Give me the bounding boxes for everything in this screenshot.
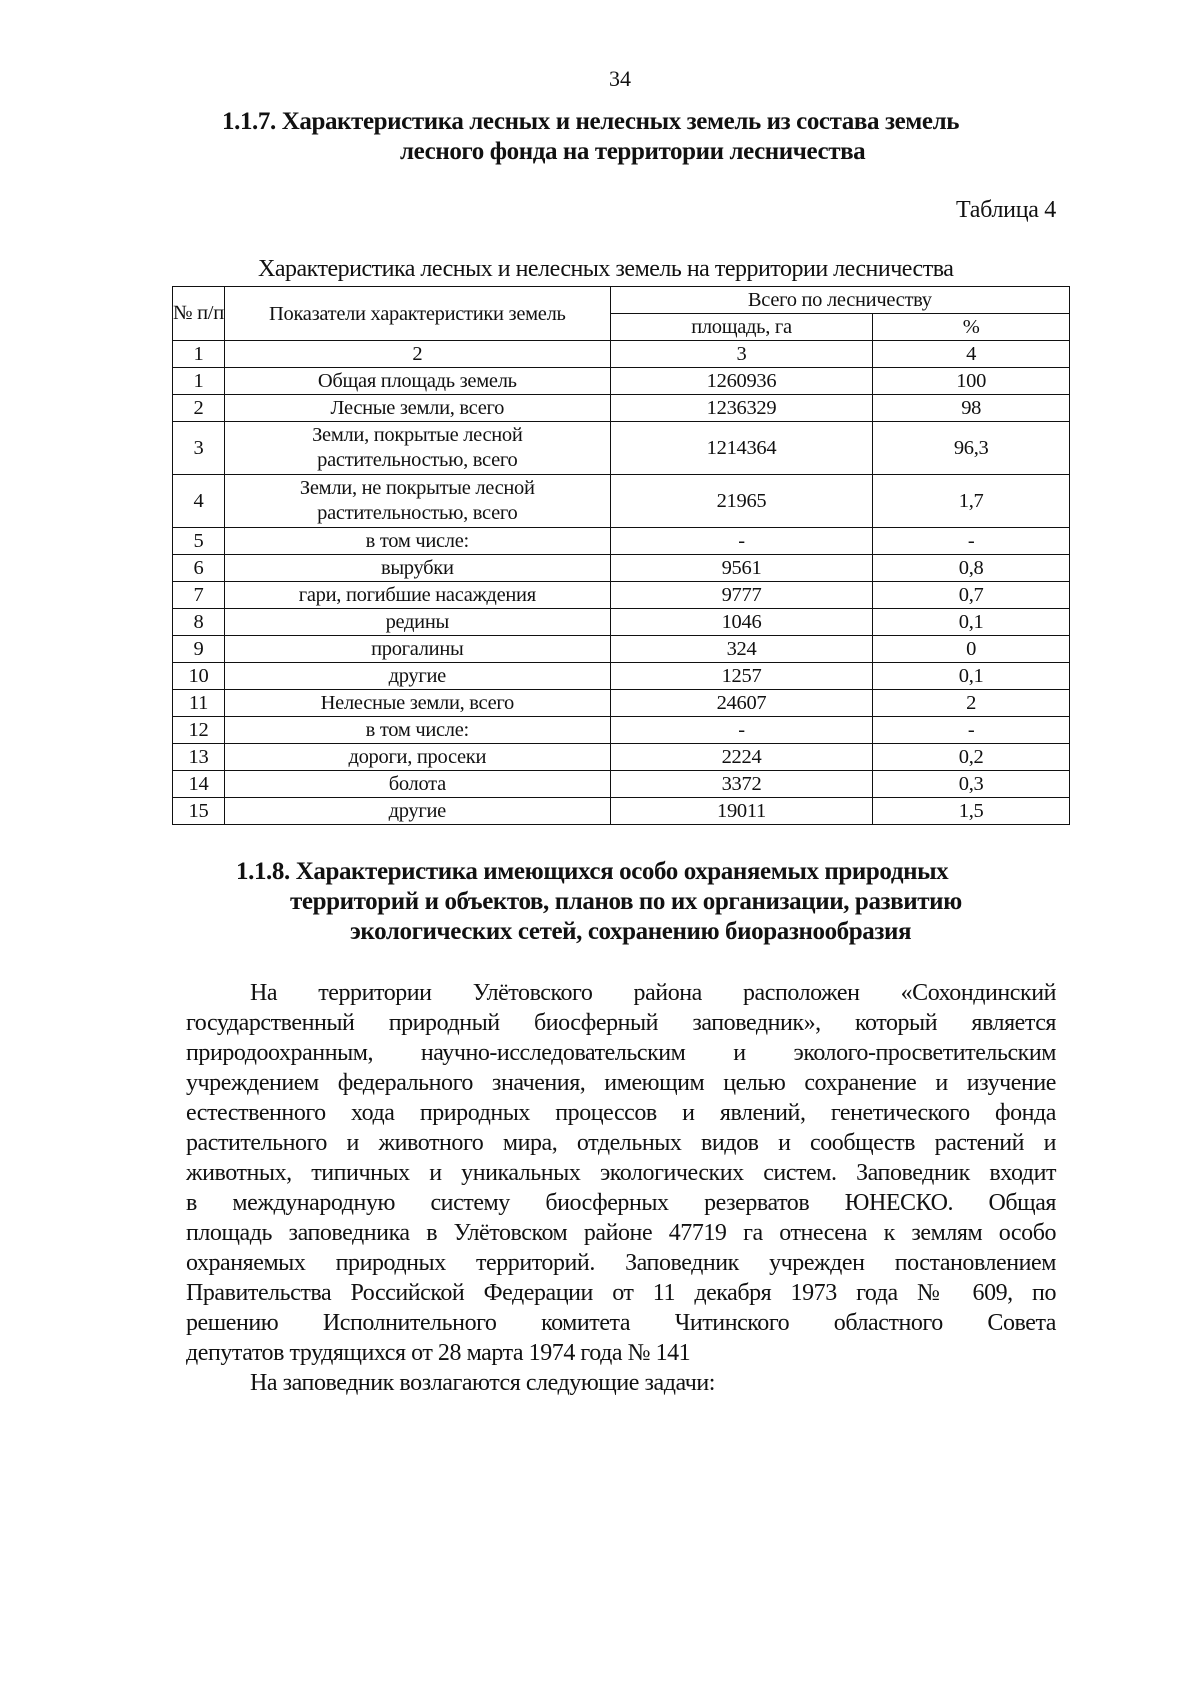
row-percent: 1,7 <box>873 475 1070 528</box>
paragraph-line: в международную систему биосферных резерватов ЮНЕСКО. Общая <box>186 1190 1056 1216</box>
row-number: 1 <box>173 368 225 395</box>
paragraph-line: учреждением федерального значения, имеющим целью сохранение и изучение <box>186 1070 1056 1096</box>
row-percent: 0,8 <box>873 555 1070 582</box>
row-percent: 0,7 <box>873 582 1070 609</box>
column-numbers-row <box>173 341 1070 368</box>
paragraph-line: На заповедник возлагаются следующие задачи: <box>250 1370 715 1396</box>
row-area: 19011 <box>610 798 873 825</box>
paragraph-line: животных, типичных и уникальных экологических систем. Заповедник входит <box>186 1160 1056 1186</box>
row-area: 9777 <box>610 582 873 609</box>
table-row <box>173 744 1070 771</box>
table-row <box>173 528 1070 555</box>
row-number: 15 <box>173 798 225 825</box>
paragraph-line: растительного и животного мира, отдельных видов и сообществ растений и <box>186 1130 1056 1156</box>
paragraph-line: охраняемых природных территорий. Заповедник учрежден постановлением <box>186 1250 1056 1276</box>
row-number: 9 <box>173 636 225 663</box>
row-area: 324 <box>610 636 873 663</box>
table-row <box>173 555 1070 582</box>
row-number: 7 <box>173 582 225 609</box>
row-number: 5 <box>173 528 225 555</box>
table-row <box>173 798 1070 825</box>
section-title-line: 1.1.7. Характеристика лесных и нелесных земель из состава земель <box>222 108 960 135</box>
row-percent: 0 <box>873 636 1070 663</box>
col-number: 2 <box>224 341 610 368</box>
paragraph-line: депутатов трудящихся от 28 марта 1974 года № 141 <box>186 1340 691 1366</box>
row-indicator: другие <box>224 663 610 690</box>
header-percent: % <box>873 314 1070 341</box>
paragraph-line: природоохранным, научно-исследовательским и эколого-просветительским <box>186 1040 1056 1066</box>
row-percent: 100 <box>873 368 1070 395</box>
row-indicator: Лесные земли, всего <box>224 395 610 422</box>
row-number: 13 <box>173 744 225 771</box>
table-row <box>173 771 1070 798</box>
section-title-line: лесного фонда на территории лесничества <box>400 138 866 165</box>
row-percent: 98 <box>873 395 1070 422</box>
land-characteristics-table <box>172 286 1070 825</box>
row-indicator: Земли, покрытые лесной растительностью, всего <box>224 422 610 475</box>
row-number: 3 <box>173 422 225 475</box>
row-number: 10 <box>173 663 225 690</box>
body-paragraph <box>186 978 1056 1398</box>
row-area: 3372 <box>610 771 873 798</box>
row-area: 1214364 <box>610 422 873 475</box>
row-number: 12 <box>173 717 225 744</box>
row-number: 14 <box>173 771 225 798</box>
row-indicator: дороги, просеки <box>224 744 610 771</box>
row-area: 1260936 <box>610 368 873 395</box>
row-number: 6 <box>173 555 225 582</box>
row-percent: 96,3 <box>873 422 1070 475</box>
table-row <box>173 368 1070 395</box>
row-area: - <box>610 717 873 744</box>
col-number: 1 <box>173 341 225 368</box>
section-title-line: экологических сетей, сохранению биоразнообразия <box>350 918 912 945</box>
row-indicator: Общая площадь земель <box>224 368 610 395</box>
row-indicator: гари, погибшие насаждения <box>224 582 610 609</box>
row-indicator: прогалины <box>224 636 610 663</box>
paragraph-line: государственный природный биосферный заповедник», который является <box>186 1010 1056 1036</box>
section-title-line: 1.1.8. Характеристика имеющихся особо охраняемых природных <box>236 858 949 885</box>
row-number: 11 <box>173 690 225 717</box>
header-num: № п/п <box>173 287 225 341</box>
col-number: 4 <box>873 341 1070 368</box>
paragraph-line: площадь заповедника в Улётовском районе 47719 га отнесена к землям особо <box>186 1220 1056 1246</box>
row-percent: - <box>873 528 1070 555</box>
table-row <box>173 717 1070 744</box>
row-area: 1046 <box>610 609 873 636</box>
row-percent: 1,5 <box>873 798 1070 825</box>
col-number: 3 <box>610 341 873 368</box>
table-row <box>173 582 1070 609</box>
page-number: 34 <box>609 66 631 91</box>
row-percent: 0,3 <box>873 771 1070 798</box>
paragraph-line: На территории Улётовского района расположен «Сохондинский <box>250 980 1056 1006</box>
row-indicator: в том числе: <box>224 717 610 744</box>
row-number: 8 <box>173 609 225 636</box>
paragraph-line: естественного хода природных процессов и явлений, генетического фонда <box>186 1100 1056 1126</box>
header-indicator: Показатели характеристики земель <box>224 287 610 341</box>
row-area: 1236329 <box>610 395 873 422</box>
row-indicator: Земли, не покрытые лесной растительностью, всего <box>224 475 610 528</box>
row-indicator: болота <box>224 771 610 798</box>
row-number: 2 <box>173 395 225 422</box>
row-percent: - <box>873 717 1070 744</box>
table-row <box>173 663 1070 690</box>
row-area: - <box>610 528 873 555</box>
table-row <box>173 636 1070 663</box>
table-row <box>173 475 1070 528</box>
row-percent: 0,1 <box>873 609 1070 636</box>
table-row <box>173 422 1070 475</box>
paragraph-line: Правительства Российской Федерации от 11 декабря 1973 года № 609, по <box>186 1280 1056 1306</box>
paragraph-line: решению Исполнительного комитета Читинского областного Совета <box>186 1310 1056 1336</box>
row-percent: 0,2 <box>873 744 1070 771</box>
row-indicator: вырубки <box>224 555 610 582</box>
row-indicator: другие <box>224 798 610 825</box>
row-area: 9561 <box>610 555 873 582</box>
header-area: площадь, га <box>610 314 873 341</box>
row-indicator: редины <box>224 609 610 636</box>
row-number: 4 <box>173 475 225 528</box>
row-area: 2224 <box>610 744 873 771</box>
table-row <box>173 395 1070 422</box>
section-title-line: территорий и объектов, планов по их организации, развитию <box>290 888 962 915</box>
row-percent: 2 <box>873 690 1070 717</box>
header-group: Всего по лесничеству <box>610 287 1069 314</box>
table-row <box>173 609 1070 636</box>
row-area: 24607 <box>610 690 873 717</box>
table-label: Таблица 4 <box>956 197 1056 223</box>
row-area: 1257 <box>610 663 873 690</box>
row-area: 21965 <box>610 475 873 528</box>
row-percent: 0,1 <box>873 663 1070 690</box>
table-row <box>173 690 1070 717</box>
row-indicator: Нелесные земли, всего <box>224 690 610 717</box>
table-caption: Характеристика лесных и нелесных земель на территории лесничества <box>258 256 954 282</box>
row-indicator: в том числе: <box>224 528 610 555</box>
